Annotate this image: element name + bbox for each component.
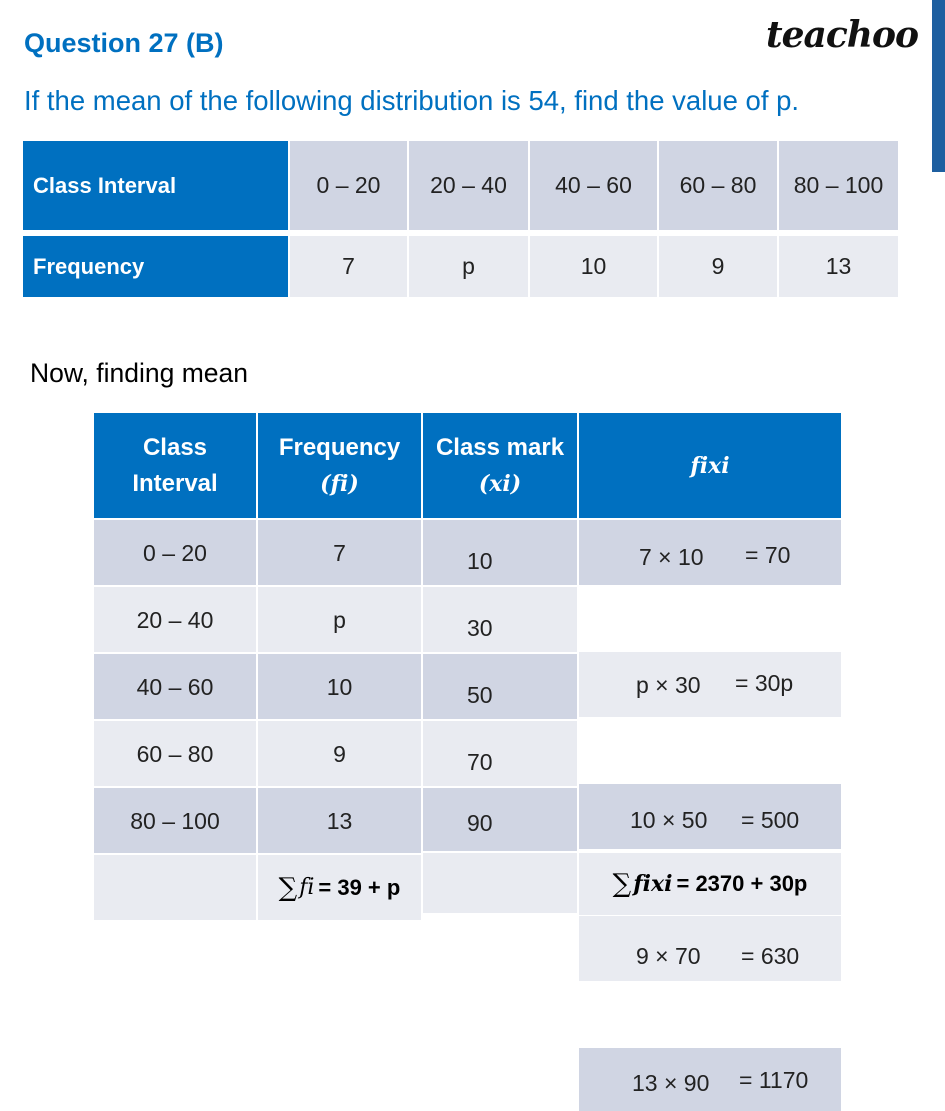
interval-cell: 20 – 40: [94, 587, 256, 652]
interval-cell: 60 – 80: [659, 141, 777, 230]
product-value: = 70: [745, 542, 791, 568]
header-class-interval-line2: Interval: [132, 469, 218, 497]
class-mark-cell: 10: [423, 520, 577, 585]
product-sum-value: = 2370 + 30p: [676, 871, 808, 896]
product-value: = 30p: [735, 670, 794, 696]
product-cell: [579, 652, 841, 717]
empty-total-cell: [94, 855, 256, 920]
product-expression: p × 30: [636, 672, 701, 698]
interval-cell: 60 – 80: [94, 721, 256, 786]
header-product-symbol: 𝒇𝒊𝒙𝒊: [690, 452, 730, 479]
header-class-mark-line1: Class mark: [435, 433, 565, 461]
product-sum-variable: 𝒇𝒊𝒙𝒊: [633, 871, 673, 897]
product-cell: [579, 1048, 841, 1111]
product-value: = 1170: [739, 1067, 809, 1093]
header-frequency: [258, 413, 421, 518]
interval-cell: 0 – 20: [94, 520, 256, 585]
header-class-mark-symbol: (𝒙𝒊): [478, 470, 522, 497]
interval-cell: 80 – 100: [779, 141, 898, 230]
class-mark-cell: 90: [423, 788, 577, 851]
sigma-symbol: ∑: [612, 869, 632, 899]
frequency-cell: 13: [779, 236, 898, 297]
row-label-frequency: Frequency: [23, 236, 288, 297]
frequency-cell: 9: [659, 236, 777, 297]
product-expression: 10 × 50: [630, 807, 708, 833]
product-value: = 630: [741, 943, 800, 969]
product-cell: [579, 784, 841, 849]
frequency-cell: p: [409, 236, 528, 297]
frequency-cell: 7: [258, 520, 421, 585]
empty-total-cell: [423, 853, 577, 913]
frequency-cell: 7: [290, 236, 407, 297]
product-expression: 7 × 10: [639, 544, 704, 570]
sigma-symbol: ∑: [278, 872, 298, 903]
header-class-mark: [423, 413, 577, 518]
class-mark-cell: 30: [423, 587, 577, 652]
product-cell: [579, 916, 841, 981]
product-expression: 9 × 70: [636, 943, 701, 969]
brand-logo: teachoo: [766, 14, 918, 56]
sub-heading: Now, finding mean: [30, 358, 249, 388]
frequency-cell: 10: [530, 236, 657, 297]
row-label-class-interval: Class Interval: [23, 141, 288, 230]
frequency-cell: 13: [258, 788, 421, 853]
header-class-interval-line1: Class: [142, 433, 208, 461]
product-sum-cell: [579, 853, 841, 915]
frequency-sum-variable: 𝑓𝑖: [299, 875, 315, 900]
product-cell: [579, 520, 841, 585]
interval-cell: 0 – 20: [290, 141, 407, 230]
question-text: If the mean of the following distribution is 54, find the value of p.: [24, 85, 800, 116]
product-expression: 13 × 90: [632, 1070, 710, 1096]
frequency-sum-value: = 39 + p: [318, 874, 401, 900]
frequency-cell: 9: [258, 721, 421, 786]
header-frequency-line1: Frequency: [278, 433, 401, 461]
header-frequency-symbol: (𝒇𝒊): [320, 470, 359, 497]
class-mark-cell: 50: [423, 654, 577, 719]
product-value: = 500: [741, 807, 800, 833]
question-title: Question 27 (B): [24, 28, 224, 58]
class-mark-cell: 70: [423, 721, 577, 786]
interval-cell: 80 – 100: [94, 788, 256, 853]
frequency-sum-cell: [258, 855, 421, 920]
frequency-cell: 10: [258, 654, 421, 719]
header-product: [579, 413, 841, 518]
interval-cell: 20 – 40: [409, 141, 528, 230]
interval-cell: 40 – 60: [94, 654, 256, 719]
header-class-interval: [94, 413, 256, 518]
frequency-cell: p: [258, 587, 421, 652]
accent-bar: [932, 0, 945, 172]
interval-cell: 40 – 60: [530, 141, 657, 230]
